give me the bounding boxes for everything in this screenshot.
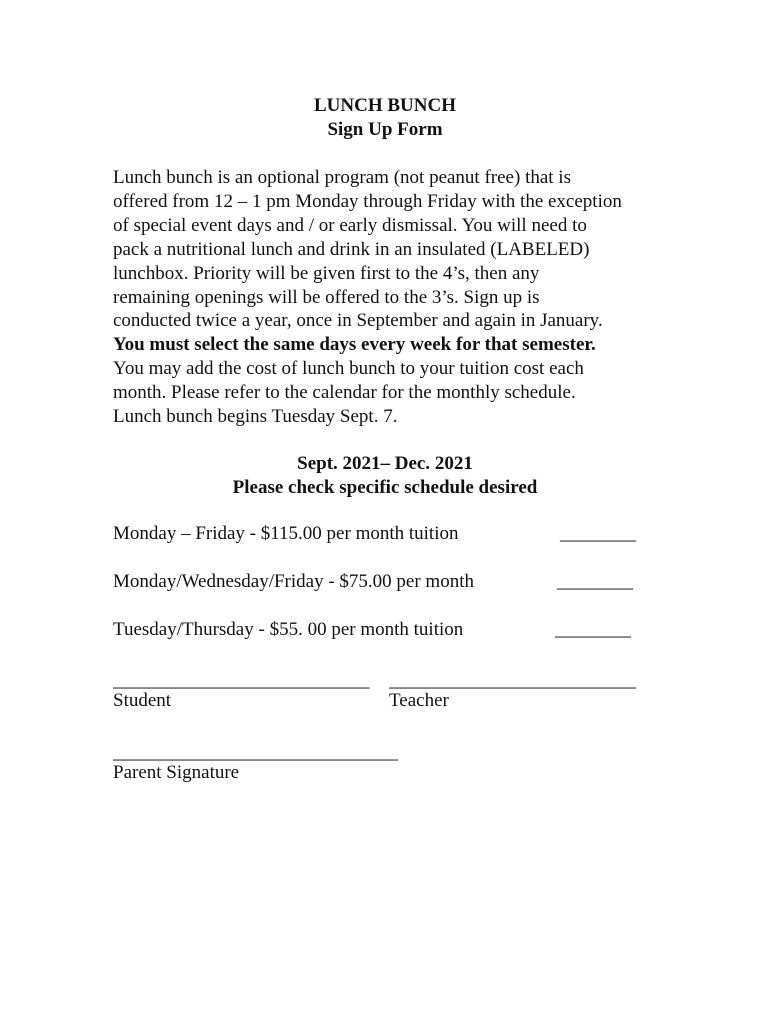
intro-paragraph (113, 166, 673, 429)
parent-signature-label: Parent Signature (113, 762, 240, 783)
intro-line: month. Please refer to the calendar for the monthly schedule. (113, 382, 576, 404)
semester-dates: Sept. 2021– Dec. 2021 (297, 453, 473, 474)
option-label: Monday/Wednesday/Friday - $75.00 per month (113, 571, 474, 592)
option-checkbox-blank[interactable]: ________ (555, 619, 631, 640)
student-signature-line[interactable]: ___________________________ (113, 670, 370, 691)
intro-line-emphasis: You must select the same days every week for that semester. (113, 334, 596, 356)
intro-line: Lunch bunch is an optional program (not peanut free) that is (113, 167, 571, 188)
option-label: Tuesday/Thursday - $55. 00 per month tuition (113, 619, 464, 640)
intro-line: pack a nutritional lunch and drink in an insulated (LABELED) (113, 238, 590, 260)
semester-header (0, 452, 770, 500)
option-checkbox-blank[interactable]: ________ (560, 523, 636, 544)
option-mon-fri (113, 522, 653, 548)
option-mon-wed-fri (113, 570, 653, 596)
schedule-instruction: Please check specific schedule desired (232, 477, 538, 498)
option-checkbox-blank[interactable]: ________ (557, 571, 633, 592)
student-label: Student (113, 690, 172, 711)
intro-line: conducted twice a year, once in September and again in January. (113, 310, 603, 332)
intro-line: remaining openings will be offered to the 3’s. Sign up is (113, 286, 540, 308)
intro-line: Lunch bunch begins Tuesday Sept. 7. (113, 406, 398, 428)
form-header (0, 94, 770, 142)
teacher-signature-line[interactable]: __________________________ (389, 670, 636, 691)
parent-signature-line[interactable]: ______________________________ (113, 742, 398, 763)
intro-line: of special event days and / or early dismissal. You will need to (113, 214, 587, 236)
option-label: Monday – Friday - $115.00 per month tuition (113, 523, 459, 544)
option-tue-thu (113, 618, 653, 644)
teacher-label: Teacher (389, 690, 449, 711)
intro-line: lunchbox. Priority will be given first to the 4’s, then any (113, 262, 540, 284)
form-title: LUNCH BUNCH (314, 95, 456, 116)
intro-line: offered from 12 – 1 pm Monday through Friday with the exception (113, 190, 622, 212)
intro-line: You may add the cost of lunch bunch to your tuition cost each (113, 358, 584, 380)
form-subtitle: Sign Up Form (327, 119, 443, 140)
